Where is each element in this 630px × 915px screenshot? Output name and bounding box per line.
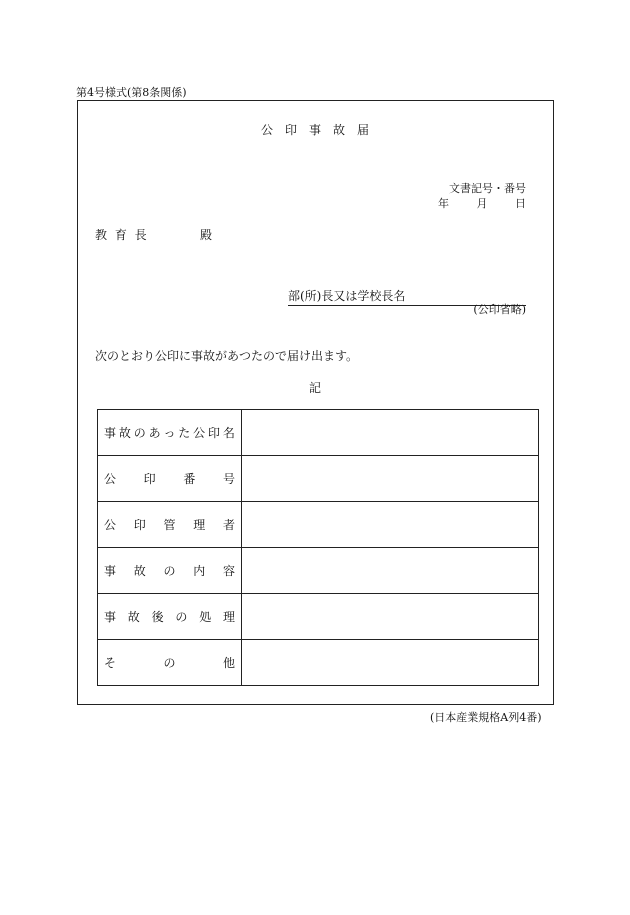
table-row — [98, 502, 539, 548]
table-row — [98, 548, 539, 594]
addressee-name: 教 育 長 — [95, 228, 147, 242]
document-date-label: 年 月 日 — [438, 197, 526, 210]
row-label: 公 印 番 号 — [104, 472, 235, 486]
row-value-cell[interactable] — [242, 502, 539, 548]
row-value-cell[interactable] — [242, 640, 539, 686]
addressee-honorific: 殿 — [200, 228, 213, 242]
table-row — [98, 410, 539, 456]
row-label-cell — [98, 410, 242, 456]
row-label: 事 故 の あ っ た 公 印 名 — [104, 426, 235, 440]
table-row — [98, 640, 539, 686]
row-label: そ の 他 — [104, 656, 235, 670]
table-row — [98, 456, 539, 502]
row-value-cell[interactable] — [242, 548, 539, 594]
row-label-cell — [98, 502, 242, 548]
row-label: 事 故 後 の 処 理 — [104, 610, 235, 624]
seal-omitted-note: (公印省略) — [473, 303, 526, 316]
row-label-cell — [98, 640, 242, 686]
row-label: 事 故 の 内 容 — [104, 564, 235, 578]
row-value-cell[interactable] — [242, 594, 539, 640]
form-number: 第4号様式(第8条関係) — [76, 86, 187, 99]
page-title: 公 印 事 故 届 — [260, 123, 369, 137]
row-label-cell — [98, 594, 242, 640]
paper-size-note: (日本産業規格A列4番) — [430, 711, 542, 724]
row-label-cell — [98, 456, 242, 502]
row-value-cell[interactable] — [242, 456, 539, 502]
ki-label: 記 — [308, 381, 321, 395]
details-table — [97, 409, 539, 686]
row-value-cell[interactable] — [242, 410, 539, 456]
document-number-label: 文書記号・番号 — [449, 182, 526, 195]
sender-title: 部(所)長又は学校長名 — [288, 289, 406, 303]
row-label-cell — [98, 548, 242, 594]
body-text: 次のとおり公印に事故があつたので届け出ます。 — [95, 349, 359, 363]
row-label: 公 印 管 理 者 — [104, 518, 235, 532]
table-row — [98, 594, 539, 640]
